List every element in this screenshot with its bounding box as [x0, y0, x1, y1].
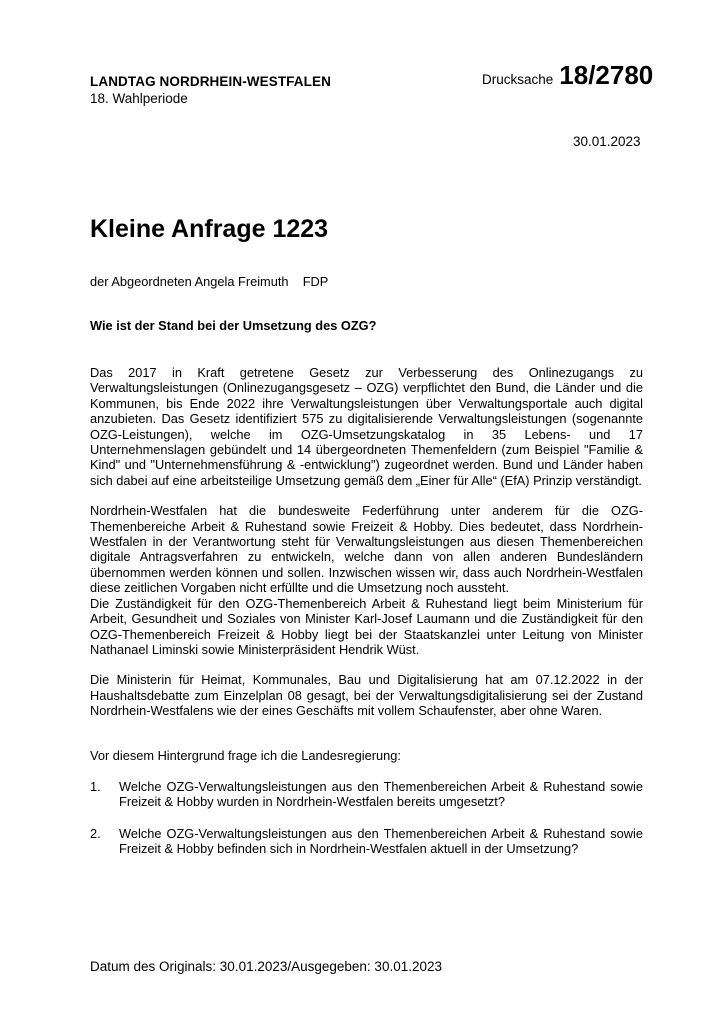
drucksache-block: [482, 60, 653, 91]
wahlperiode: 18. Wahlperiode: [90, 91, 188, 106]
body-paragraph: Nordrhein-Westfalen hat die bundesweite Federführung unter anderem für die OZG-Themenbereiche Arbeit & Ruhestand sowie Freizeit & Hobby. Dies bedeutet, dass Nordrhein-Westfalen in der Verantwortung steht für Verwaltungsleistungen aus diesen Themenbereichen digitale Antragsverfahren zu entwickeln, welche dann von allen anderen Bundesländern übernommen werden können und sollen. Inzwischen wissen wir, dass auch Nordrhein-Westfalen diese zeitlichen Vorgaben nicht erfüllte und die Umsetzung noch aussteht.: [90, 503, 643, 596]
question-item: [90, 826, 643, 857]
document-body: [90, 365, 643, 873]
drucksache-number: 18/2780: [559, 60, 654, 90]
author-line: der Abgeordneten Angela Freimuth FDP: [90, 274, 329, 289]
document-title: Kleine Anfrage 1223: [90, 215, 329, 243]
drucksache-label: Drucksache: [482, 72, 554, 87]
body-paragraph: Die Ministerin für Heimat, Kommunales, Bau und Digitalisierung hat am 07.12.2022 in der Haushaltsdebatte zum Einzelplan 08 gesagt, bei der Verwaltungsdigitalisierung sei der Zustand Nordrhein-Westfalens wie der eines Geschäfts mit vollem Schaufenster, aber ohne Waren.: [90, 672, 643, 719]
body-paragraph: Das 2017 in Kraft getretene Gesetz zur Verbesserung des Onlinezugangs zu Verwaltungsleistungen (Onlinezugangsgesetz – OZG) verpflichtet den Bund, die Länder und die Kommunen, bis Ende 2022 ihre Verwaltungsleistungen über Verwaltungsportale auch digital anzubieten. Das Gesetz identifiziert 575 zu digitalisierende Verwaltungsleistungen (sogenannte OZG-Leistungen), welche im OZG-Umsetzungskatalog in 35 Lebens- und 17 Unternehmenslagen gebündelt und 14 übergeordneten Themenfeldern (zum Beispiel "Familie & Kind" und "Unternehmensführung & -entwicklung") zugeordnet werden. Bund und Länder haben sich dabei auf eine arbeitsteilige Umsetzung gemäß dem „Einer für Alle“ (EfA) Prinzip verständigt.: [90, 365, 643, 488]
question-item: [90, 779, 643, 810]
inquiry-subject: Wie ist der Stand bei der Umsetzung des OZG?: [90, 318, 377, 333]
footer-dates: Datum des Originals: 30.01.2023/Ausgegeben: 30.01.2023: [90, 959, 443, 974]
body-paragraph: Vor diesem Hintergrund frage ich die Landesregierung:: [90, 747, 401, 763]
question-text: Welche OZG-Verwaltungsleistungen aus den Themenbereichen Arbeit & Ruhestand sowie Freizeit & Hobby wurden in Nordrhein-Westfalen bereits umgesetzt?: [119, 778, 643, 810]
question-number: 1.: [90, 778, 101, 794]
document-date: 30.01.2023: [573, 134, 641, 149]
question-number: 2.: [90, 825, 101, 841]
body-paragraph: Die Zuständigkeit für den OZG-Themenbereich Arbeit & Ruhestand liegt beim Ministerium für Arbeit, Gesundheit und Soziales von Minister Karl-Josef Laumann und die Zuständigkeit für den OZG-Themenbereich Freizeit & Hobby liegt bei der Staatskanzlei unter Leitung von Minister Nathanael Liminski sowie Ministerpräsident Hendrik Wüst.: [90, 595, 643, 657]
question-text: Welche OZG-Verwaltungsleistungen aus den Themenbereichen Arbeit & Ruhestand sowie Freizeit & Hobby befinden sich in Nordrhein-Westfalen aktuell in der Umsetzung?: [119, 825, 643, 857]
institution-name: LANDTAG NORDRHEIN-WESTFALEN: [90, 74, 331, 89]
header-institution-block: [90, 73, 331, 107]
